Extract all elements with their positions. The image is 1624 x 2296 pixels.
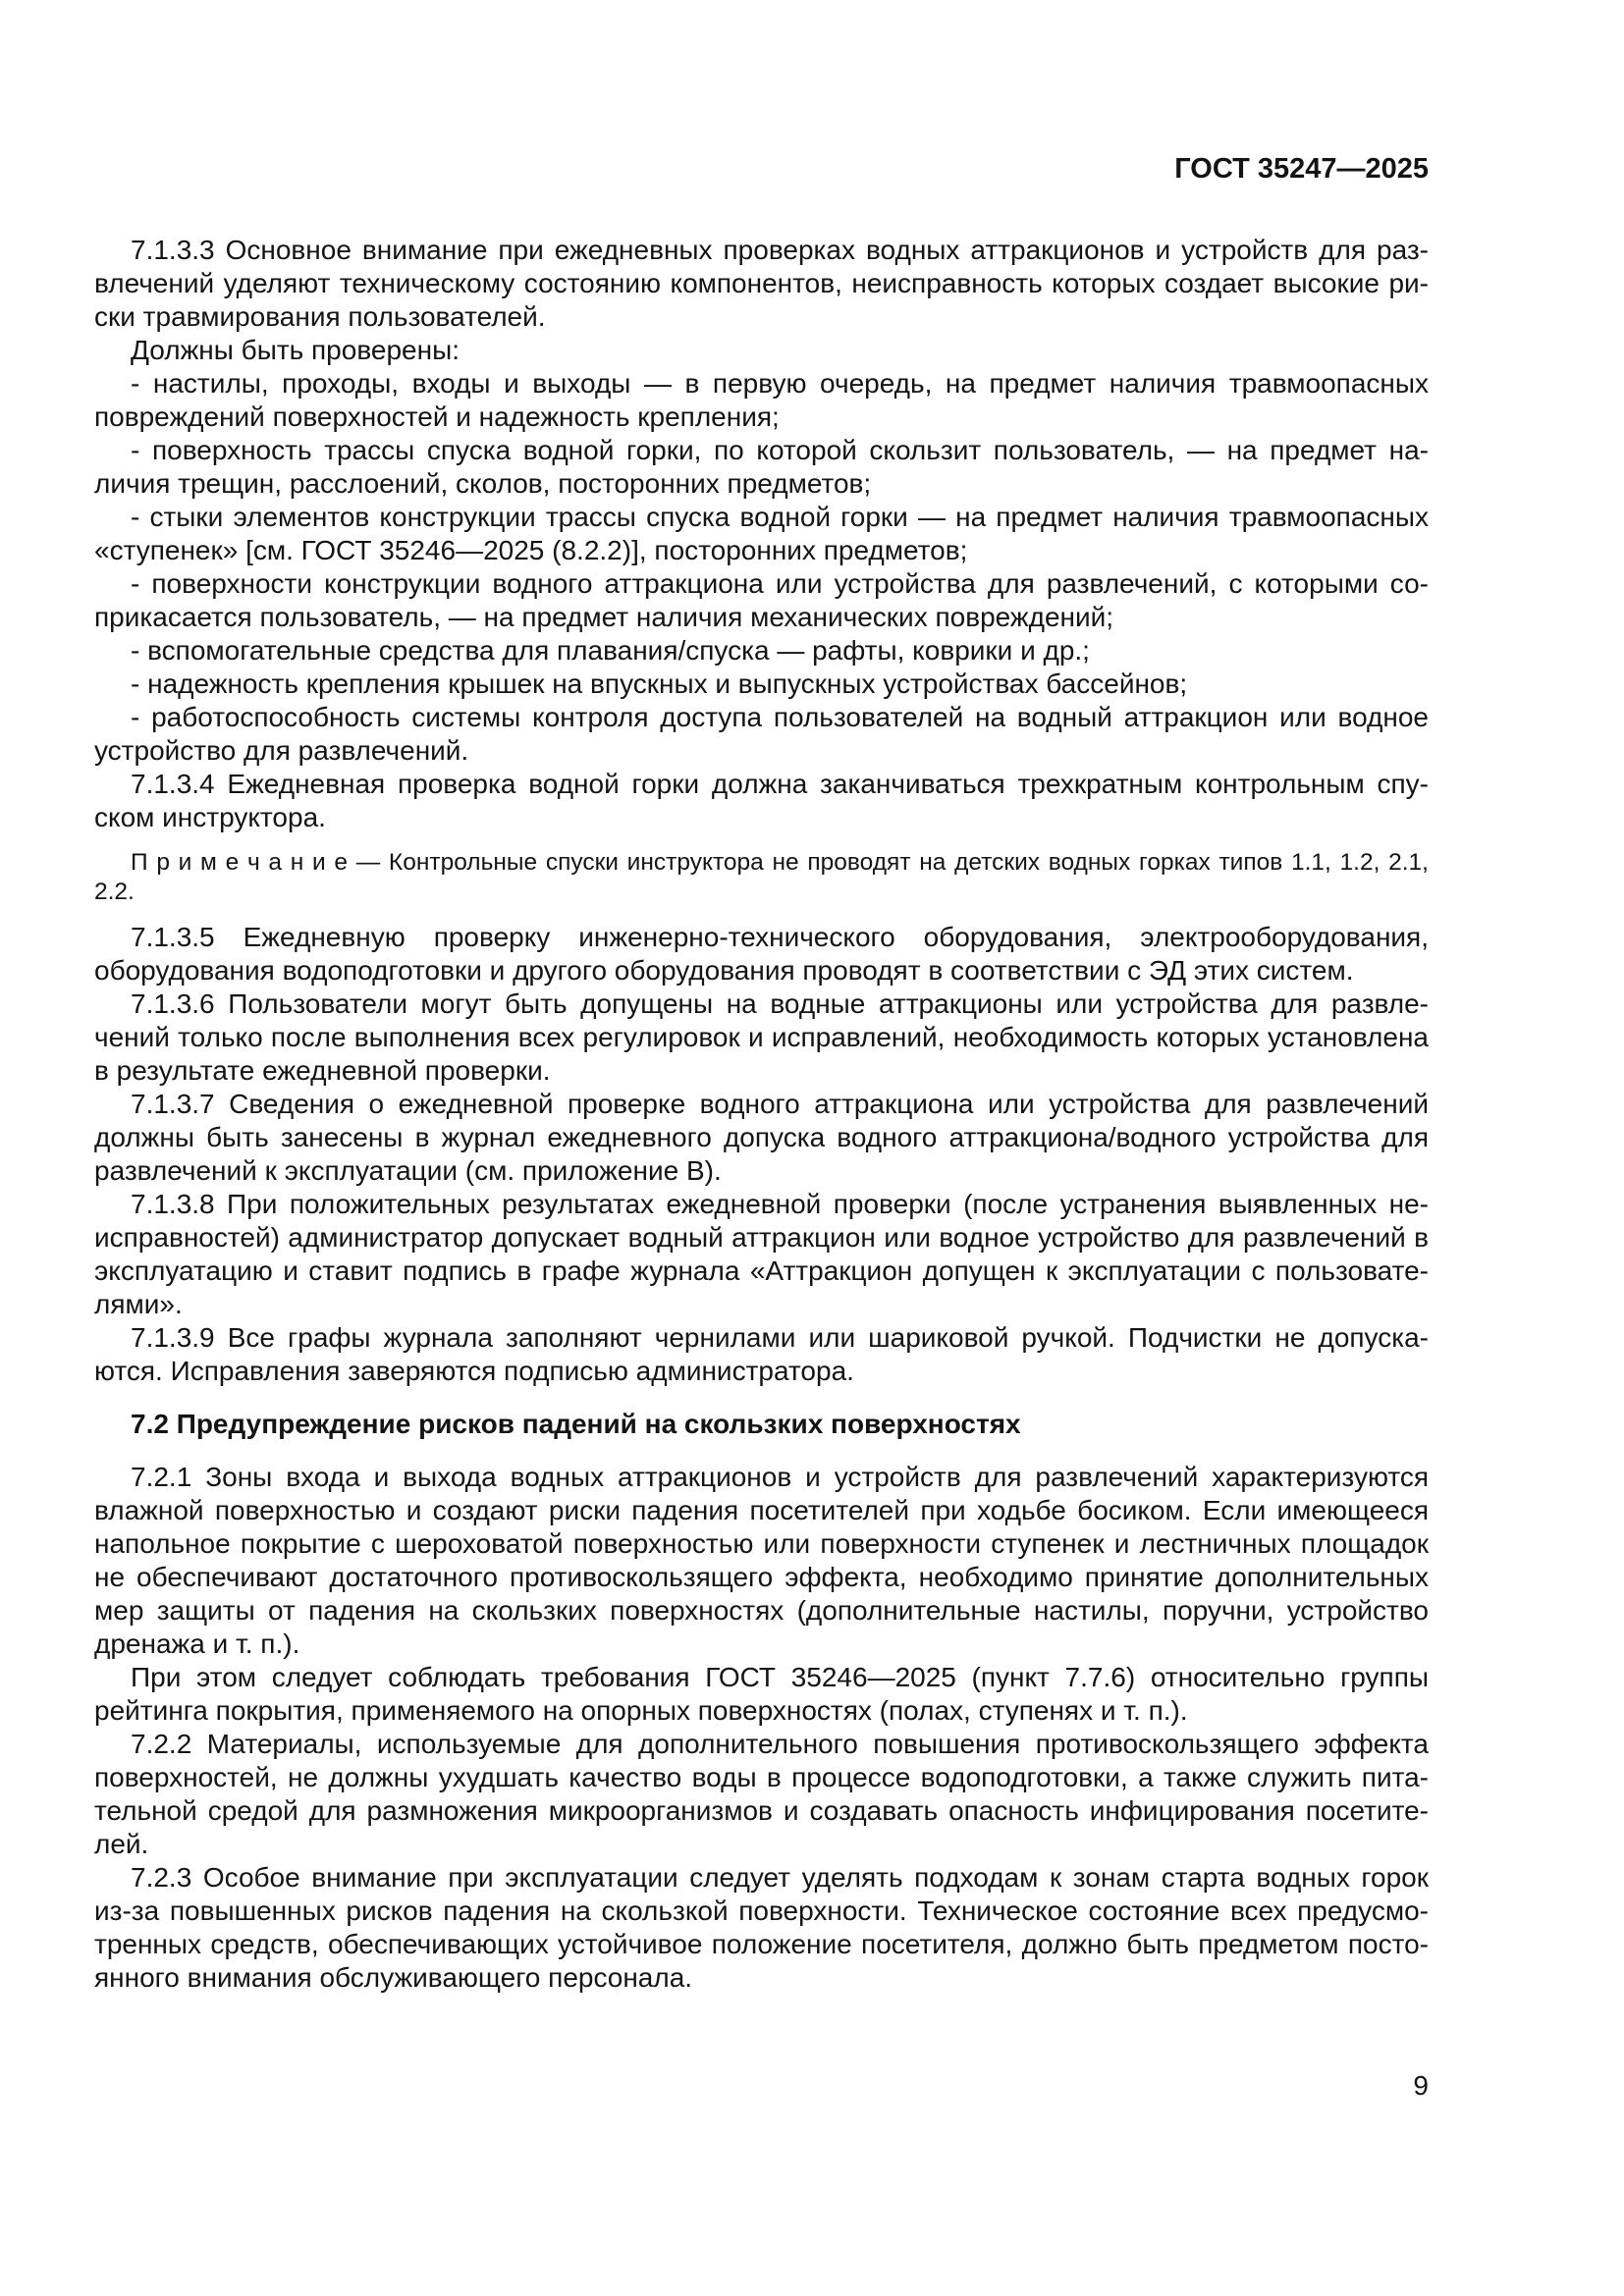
paragraph: 7.1.3.5 Ежедневную проверку инженерно-технического оборудования, электрооборудования, оборудования водоподготовки и другого оборудования проводят в соответствии с ЭД этих систем. — [94, 922, 1429, 986]
page-number: 9 — [1413, 2070, 1429, 2101]
list-item: - надежность крепления крышек на впускных и выпускных устройствах бассейнов; — [131, 668, 1188, 699]
list-item: - поверхность трассы спуска водной горки, по которой скользит пользователь, — на предмет наличия трещин, расслоений, сколов, посторонних предметов; — [94, 435, 1429, 499]
paragraph: 7.1.3.9 Все графы журнала заполняют чернилами или шариковой ручкой. Подчистки не допускаются. Исправления заверяются подписью администратора. — [94, 1322, 1429, 1386]
list-item: - настилы, проходы, входы и выходы — в первую очередь, на предмет наличия травмоопасных повреждений поверхностей и надежность крепления; — [94, 368, 1429, 432]
list-item: - стыки элементов конструкции трассы спуска водной горки — на предмет наличия травмоопасных «ступенек» [см. ГОСТ 35246—2025 (8.2.2)], посторонних предметов; — [94, 502, 1429, 565]
paragraph: 7.1.3.3 Основное внимание при ежедневных проверках водных аттракционов и устройств для развлечений уделяют техническому состоянию компонентов, неисправность которых создает высокие риски травмирования пользователей. — [94, 235, 1429, 332]
text-block — [94, 152, 1429, 1995]
list-item: - работоспособность системы контроля доступа пользователей на водный аттракцион или водное устройство для развлечений. — [94, 702, 1429, 766]
paragraph: Должны быть проверены: — [131, 335, 460, 365]
paragraph: 7.2.3 Особое внимание при эксплуатации следует уделять подходам к зонам старта водных горок из-за повышенных рисков падения на скользкой поверхности. Техническое состояние всех предусмотренных средств, обеспечивающих устойчивое положение посетителя, должно быть предметом постоянного внимания обслуживающего персонала. — [94, 1862, 1429, 1993]
heading: 7.2 Предупреждение рисков падений на скользких поверхностях — [131, 1409, 1021, 1439]
paragraph: 7.2.1 Зоны входа и выхода водных аттракционов и устройств для развлечений характеризуются влажной поверхностью и создают риски падения посетителей при ходьбе босиком. Если имеющееся напольное покрытие с шероховатой поверхностью или поверхности ступенек и лестничных площадок не обеспечивают достаточного противоскользящего эффекта, необходимо принятие дополнительных мер защиты от падения на скользких поверхностях (дополнительные настилы, поручни, устройство дренажа и т. п.). — [94, 1462, 1429, 1659]
standard-designation: ГОСТ 35247—2025 — [1174, 153, 1429, 185]
paragraph: 7.1.3.6 Пользователи могут быть допущены на водные аттракционы или устройства для развлечений только после выполнения всех регулировок и исправлений, необходимость которых установлена в результате ежедневной проверки. — [94, 988, 1429, 1086]
paragraph: 7.2.2 Материалы, используемые для дополнительного повышения противоскользящего эффекта поверхностей, не должны ухудшать качество воды в процессе водоподготовки, а также служить питательной средой для размножения микроорганизмов и создавать опасность инфицирования посетителей. — [94, 1729, 1429, 1859]
list-item: - поверхности конструкции водного аттракциона или устройства для развлечений, с которыми соприкасается пользователь, — на предмет наличия механических повреждений; — [94, 568, 1429, 632]
paragraph: При этом следует соблюдать требования ГОСТ 35246—2025 (пункт 7.7.6) относительно группы рейтинга покрытия, применяемого на опорных поверхностях (полах, ступенях и т. п.). — [94, 1662, 1429, 1726]
list-item: - вспомогательные средства для плавания/спуска — рафты, коврики и др.; — [131, 635, 1090, 666]
paragraph: 7.1.3.7 Сведения о ежедневной проверке водного аттракциона или устройства для развлечений должны быть занесены в журнал ежедневного допуска водного аттракциона/водного устройства для развлечений к эксплуатации (см. приложение В). — [94, 1089, 1429, 1186]
note: П р и м е ч а н и е — Контрольные спуски инструктора не проводят на детских водных горках типов 1.1, 1.2, 2.1, 2.2. — [94, 849, 1429, 905]
paragraph: 7.1.3.4 Ежедневная проверка водной горки должна заканчиваться трехкратным контрольным спуском инструктора. — [94, 769, 1429, 832]
document-content — [94, 234, 1429, 1995]
paragraph: 7.1.3.8 При положительных результатах ежедневной проверки (после устранения выявленных неисправностей) администратор допускает водный аттракцион или водное устройство для развлечений в эксплуатацию и ставит подпись в графе журнала «Аттракцион допущен к эксплуатации с пользователями». — [94, 1189, 1429, 1319]
